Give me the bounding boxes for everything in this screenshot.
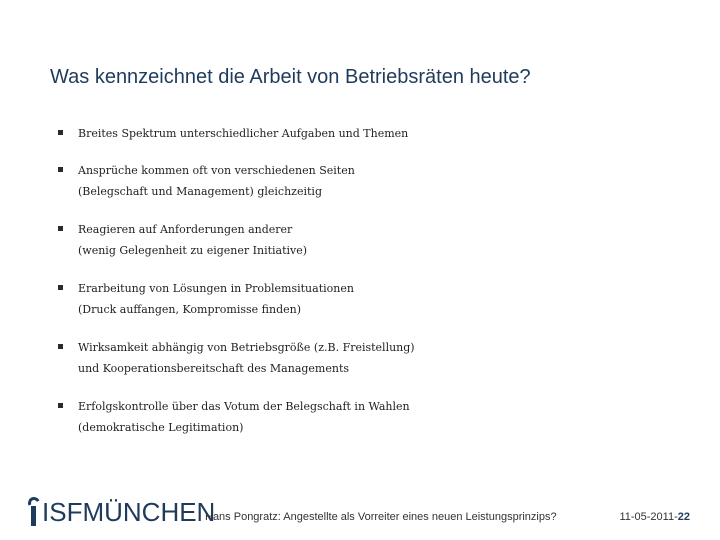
logo-text-muenchen: MÜNCHEN [82,497,216,527]
bullet-text-continued: und Kooperationsbereitschaft des Managements [78,362,350,375]
bullet-text-continued: (Belegschaft und Management) gleichzeitig [78,185,322,198]
bullet-item [58,160,658,202]
bullet-text: Erfolgskontrolle über das Votum der Belegschaft in Wahlen [78,400,410,413]
bullet-text: Breites Spektrum unterschiedlicher Aufgaben und Themen [78,127,409,140]
logo-text-isf: ISF [42,497,83,527]
bullet-text: Reagieren auf Anforderungen anderer [78,223,293,236]
bullet-text-continued: (wenig Gelegenheit zu eigener Initiative) [78,244,308,257]
footer-date-page [619,511,690,523]
bullet-list [58,123,658,455]
square-bullet-icon [58,285,63,290]
bullet-item [58,337,658,379]
square-bullet-icon [58,130,63,135]
bullet-text: Wirksamkeit abhängig von Betriebsgröße (z.B. Freistellung) [78,341,415,354]
logo-text [42,497,215,527]
bullet-item [58,123,658,144]
square-bullet-icon [58,344,63,349]
square-bullet-icon [58,167,63,172]
isf-muenchen-logo [28,494,215,530]
logo-mark-icon [28,497,40,527]
footer-date: 11-05-2011- [619,511,678,523]
bullet-text-continued: (demokratische Legitimation) [78,421,244,434]
bullet-text: Erarbeitung von Lösungen in Problemsituationen [78,282,354,295]
square-bullet-icon [58,226,63,231]
square-bullet-icon [58,403,63,408]
bullet-item [58,278,658,320]
bullet-item [58,219,658,261]
bullet-text-continued: (Druck auffangen, Kompromisse finden) [78,303,301,316]
bullet-text: Ansprüche kommen oft von verschiedenen Seiten [78,164,355,177]
slide-title: Was kennzeichnet die Arbeit von Betriebsräten heute? [50,66,531,88]
page-number: 22 [677,511,690,523]
bullet-item [58,396,658,438]
footer-citation: Hans Pongratz: Angestellte als Vorreiter eines neuen Leistungsprinzips? [205,511,557,523]
